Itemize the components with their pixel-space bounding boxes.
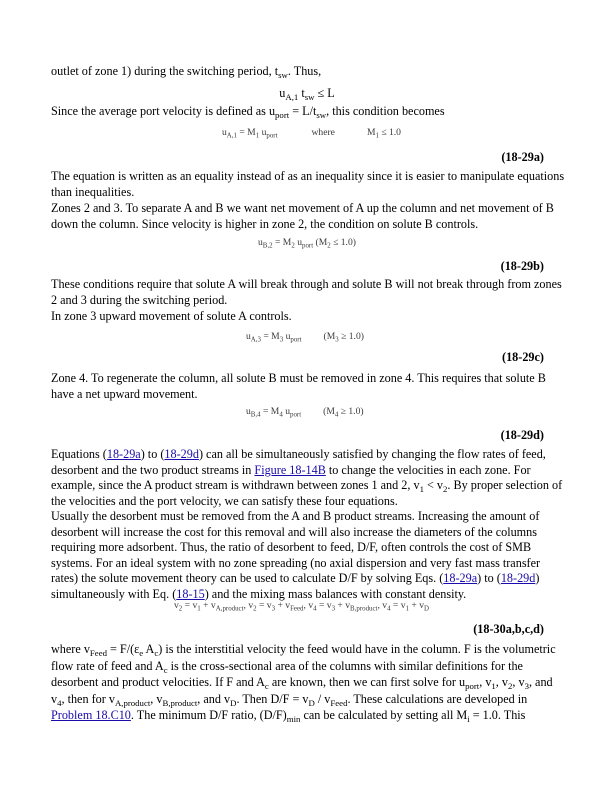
text: u — [222, 127, 227, 138]
subscript: 2 — [253, 605, 257, 613]
paragraph-zones-2-3: Zones 2 and 3. To separate A and B we want net movement of A up the column and net movement of B down the column. Since velocity is higher in zone 2, the condition on solute B controls. — [51, 201, 554, 231]
link-figure-18-14b[interactable]: Figure 18-14B — [254, 462, 326, 477]
subscript: B,product — [162, 697, 198, 708]
text: = M — [260, 331, 280, 342]
subscript: D — [230, 697, 237, 708]
equation-number-18-29c: (18-29c) — [502, 350, 544, 364]
subscript: port — [275, 110, 290, 121]
subscript: 2 — [443, 484, 448, 495]
subscript: B,4 — [250, 411, 261, 419]
link-eq-18-29d[interactable]: 18-29d — [164, 447, 199, 461]
subscript: 2 — [327, 242, 331, 250]
text: can be calculated by setting all M — [300, 708, 468, 722]
text: ≤ L — [314, 86, 335, 100]
subscript: A,product — [215, 605, 244, 613]
text: u — [294, 237, 302, 248]
text: = v — [182, 600, 198, 611]
subscript: 3 — [279, 336, 284, 344]
text: , this condition becomes — [326, 104, 445, 118]
text: . Thus, — [287, 64, 322, 78]
link-eq-18-29d[interactable]: 18-29d — [500, 571, 536, 585]
subscript: sw — [304, 92, 315, 103]
paragraph-zone-3: In zone 3 upward movement of solute A controls. — [51, 309, 292, 323]
subscript: c — [264, 681, 269, 692]
paragraph-equality: The equation is written as an equality instead of as an inequality since it is easier to manipulate equations than inequalities. — [51, 169, 565, 199]
subscript: B,product — [350, 605, 378, 613]
subscript: A,3 — [250, 336, 261, 344]
paragraph-conditions: These conditions require that solute A will break through and solute B will not break through from zones 2 and 3 during the switching period. — [51, 277, 562, 307]
subscript: port — [302, 242, 314, 250]
text: . By proper selection of the velocities and the port velocity, we can satisfy these four equations. — [51, 478, 563, 508]
paragraph-continuation — [51, 64, 569, 80]
text: = L/t — [289, 104, 317, 118]
text: Since the average port velocity is defined as u — [51, 104, 276, 118]
subscript: A,1 — [285, 92, 299, 103]
text: , then for v — [61, 691, 115, 706]
text: . These calculations are developed in — [347, 691, 528, 706]
text: ≥ 1.0) — [338, 331, 364, 342]
text: , v — [150, 691, 163, 706]
text: ≤ 1.0) — [330, 237, 356, 248]
text: + v — [200, 600, 216, 611]
subscript: 3 — [524, 681, 529, 692]
text: u — [279, 86, 286, 100]
subscript: B,2 — [262, 242, 273, 250]
link-eq-18-29a[interactable]: 18-29a — [106, 447, 141, 461]
subscript: port — [266, 132, 278, 140]
text: ) to ( — [477, 571, 501, 585]
text: u — [258, 237, 263, 248]
subscript: 3 — [335, 336, 339, 344]
text: , v — [495, 675, 508, 689]
text: . Then D/F = v — [236, 691, 309, 706]
text: = M — [272, 237, 292, 248]
equation-number-18-29b: (18-29b) — [500, 259, 544, 273]
link-eq-18-29a[interactable]: 18-29a — [443, 571, 478, 585]
text: outlet of zone 1) during the switching period, t — [51, 64, 279, 78]
equation-number-18-29a: (18-29a) — [501, 150, 544, 164]
subscript: port — [290, 336, 302, 344]
text: ≥ 1.0) — [338, 406, 364, 417]
paragraph-port-velocity — [51, 104, 569, 120]
subscript: c — [163, 664, 168, 675]
text: = v — [316, 600, 332, 611]
paragraph-zone-4: Zone 4. To regenerate the column, all solute B must be removed in zone 4. This requires that solute B have a net upward movement. — [51, 371, 546, 401]
subscript: sw — [278, 70, 288, 81]
text: M — [366, 127, 376, 138]
subscript: 2 — [291, 242, 295, 250]
subscript: i — [467, 714, 470, 725]
subscript: A,1 — [226, 132, 237, 140]
text: (M — [323, 331, 336, 342]
subscript: A,product — [114, 697, 151, 708]
subscript: port — [465, 681, 480, 692]
paragraph-desorbent — [51, 509, 569, 602]
text: = M — [236, 127, 256, 138]
link-eq-18-15[interactable]: 18-15 — [176, 586, 205, 601]
subscript: 1 — [255, 132, 260, 140]
subscript: port — [290, 411, 302, 419]
text: (M — [323, 406, 335, 417]
subscript: 1 — [419, 484, 424, 495]
subscript: 1 — [405, 605, 409, 613]
text: ≤ 1.0 — [378, 127, 401, 138]
text: , v — [377, 600, 388, 611]
subscript: 1 — [375, 132, 379, 140]
subscript: 3 — [331, 605, 336, 613]
text: (M — [313, 237, 328, 248]
subscript: 3 — [271, 605, 276, 613]
text: = M — [260, 406, 280, 417]
subscript: 2 — [178, 605, 183, 613]
paragraph-where — [51, 641, 569, 724]
subscript: 4 — [313, 605, 317, 613]
equation-18-29d — [246, 406, 364, 417]
text: t — [298, 86, 305, 100]
subscript: D — [308, 697, 315, 708]
text: are known, then we can first solve for u — [268, 675, 466, 689]
equation-18-29c — [246, 331, 364, 342]
inequality — [0, 86, 614, 101]
text: , and v — [197, 691, 231, 706]
text: u — [283, 331, 291, 342]
equation-number-18-29d: (18-29d) — [500, 428, 544, 442]
subscript: sw — [316, 110, 327, 121]
subscript: 4 — [334, 411, 339, 419]
text: ) and the mixing mass balances with constant density. — [204, 586, 467, 601]
equation-18-29b — [258, 237, 356, 248]
text: u — [282, 406, 290, 417]
text: = v — [390, 600, 406, 611]
text: ) can all be simultaneously satisfied by changing the flow rates of feed, desorbent and the two product streams in — [51, 447, 546, 477]
text: u — [259, 127, 267, 138]
paragraph-equations — [51, 447, 569, 509]
text: u — [246, 406, 251, 417]
subscript: Feed — [330, 697, 348, 708]
subscript: Feed — [89, 648, 107, 659]
equation-18-30 — [174, 600, 429, 611]
text: u — [246, 331, 251, 342]
subscript: e — [139, 648, 144, 659]
text: ) is the interstitial velocity the feed would have in the column. F is the volumetric flow rate of feed and A — [51, 642, 556, 673]
equation-number-18-30: (18-30a,b,c,d) — [473, 622, 544, 636]
subscript: 1 — [491, 681, 496, 692]
text: ) to ( — [140, 447, 165, 461]
text: to change the velocities in each zone. For example, since the A product stream is withdrawn between zones 1 and 2, v — [51, 462, 531, 492]
text: . The minimum D/F ratio, (D/F) — [130, 708, 287, 722]
subscript: 4 — [387, 605, 391, 613]
text: , v — [303, 600, 314, 611]
text: = F/(ε — [106, 642, 140, 656]
text: = v — [256, 600, 272, 611]
subscript: 4 — [57, 697, 62, 708]
text: , and v — [51, 675, 553, 706]
subscript: Feed — [290, 605, 304, 613]
text: + v — [275, 600, 291, 611]
text: , v — [243, 600, 254, 611]
text: Equations ( — [51, 447, 107, 461]
text: / v — [314, 691, 331, 706]
text: + v — [409, 600, 425, 611]
subscript: D — [424, 605, 430, 613]
text: is the cross-sectional area of the columns with similar definitions for the desorbent and product velocities. If F and A — [51, 658, 523, 689]
text: , v — [512, 675, 525, 689]
subscript: min — [286, 714, 301, 725]
subscript: c — [154, 648, 159, 659]
text: Usually the desorbent must be removed from the A and B product streams. Increasing the amount of desorbent will increase the cost for this removal and will also increase the diameters of the columns requiring more adsorbent. Thus, the ratio of desorbent to feed, D/F, often controls the cost of SMB systems. For an ideal system with no zone spreading (no axial dispersion and very fast mass transfer rates) the solute movement theory can be used to calculate D/F by solving Eqs. ( — [51, 509, 541, 585]
text: where — [311, 127, 335, 138]
text: where v — [51, 642, 90, 656]
text: ) simultaneously with Eq. ( — [51, 571, 540, 601]
text: , v — [479, 675, 492, 689]
text: + v — [335, 600, 351, 611]
subscript: 2 — [507, 681, 513, 692]
subscript: 1 — [197, 605, 201, 613]
link-problem-18-c10[interactable]: Problem 18.C10 — [51, 708, 131, 722]
text: < v — [423, 478, 444, 492]
equation-18-29a — [222, 127, 401, 138]
subscript: 4 — [279, 411, 283, 419]
text: v — [174, 600, 179, 611]
text: A — [143, 642, 155, 656]
text: = 1.0. This — [469, 708, 526, 722]
